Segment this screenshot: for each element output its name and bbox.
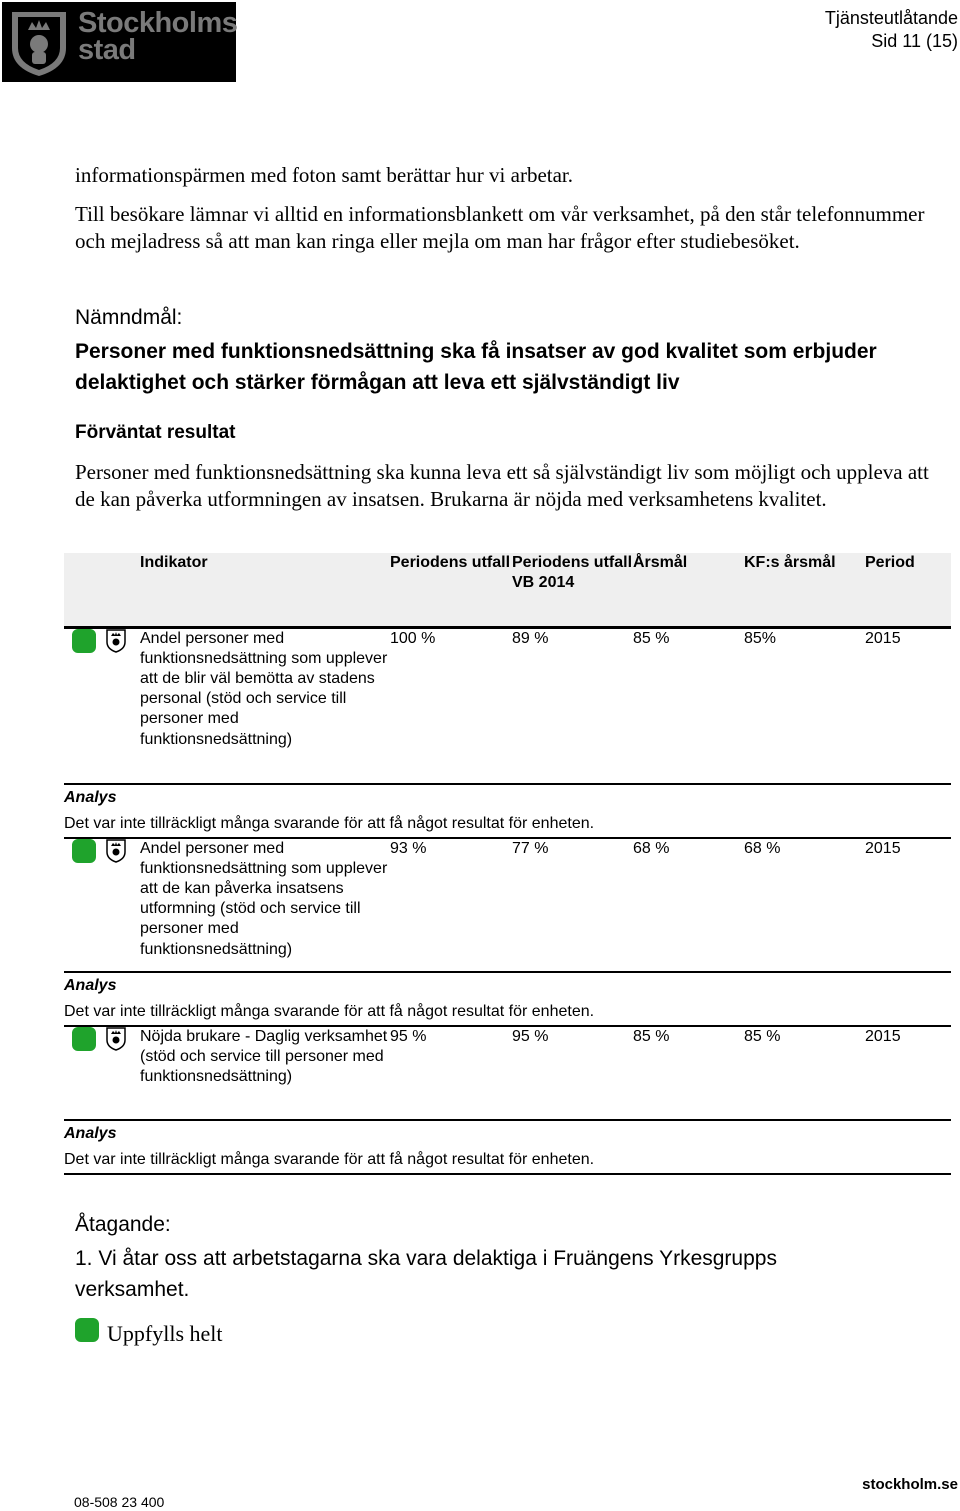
stockholm-crest-icon: [106, 839, 126, 863]
kf-goal-value: 85%: [744, 629, 777, 647]
commitment-text: 1. Vi åtar oss att arbetstagarna ska vara delaktiga i Fruängens Yrkesgrupps verksamhet.: [75, 1247, 777, 1301]
annual-goal-value: 85 %: [633, 1026, 744, 1120]
stockholm-crest-icon: [106, 1027, 126, 1051]
document-type: Tjänsteutlåtande: [824, 8, 958, 28]
table-row: [64, 629, 951, 784]
period-outcome-vb-value: 95 %: [512, 1026, 633, 1120]
annual-goal-value: 85 %: [633, 629, 670, 647]
table-row: [64, 1026, 951, 1120]
status-green-icon: [72, 1027, 96, 1051]
analys-label: Analys: [64, 976, 117, 994]
analys-row: [64, 972, 951, 1026]
analys-row: [64, 784, 951, 838]
annual-goal-value: 68 %: [633, 838, 744, 972]
header-period-outcome-vb: Periodens utfall VB 2014: [512, 554, 633, 591]
expected-result-heading: Förväntat resultat: [75, 422, 236, 443]
header-period-outcome: Periodens utfall: [390, 554, 511, 571]
commitment-label: Åtagande:: [75, 1213, 171, 1236]
period-outcome-vb-value: 89 %: [512, 629, 549, 647]
footer-phone: 08-508 23 400: [74, 1494, 165, 1510]
status-green-icon: [72, 629, 96, 653]
expected-result-text: Personer med funktionsnedsättning ska kunna leva ett så självständigt liv som möjligt och uppleva att de kan påverka utformningen av insatsen. Brukarna är nöjda med verksamhetens kvalitet.: [75, 460, 929, 511]
analys-label: Analys: [64, 1124, 117, 1142]
stockholm-logo: [2, 2, 236, 82]
commitment-status-text: Uppfylls helt: [107, 1321, 223, 1346]
stockholm-crown-crest-icon: [8, 8, 70, 78]
period-value: 2015: [865, 1026, 951, 1120]
period-outcome-vb-value: 77 %: [512, 838, 633, 972]
table-row: [64, 838, 951, 972]
header-period: Period: [865, 554, 915, 571]
analys-text: Det var inte tillräckligt många svarande för att få något resultat för enheten.: [64, 1002, 595, 1020]
table-header: [64, 553, 951, 627]
stockholm-crest-icon: [106, 629, 126, 653]
goal-title: Personer med funktionsnedsättning ska få insatser av god kvalitet som erbjuder delaktighet och stärker förmågan att leva ett självständigt liv: [75, 340, 877, 394]
period-value: 2015: [865, 629, 901, 647]
logo-wordmark: Stockholms stad: [78, 7, 238, 66]
analys-label: Analys: [64, 788, 117, 806]
intro-paragraph-2: Till besökare lämnar vi alltid en informationsblankett om vår verksamhet, på den står telefonnummer och mejladress så att man kan ringa eller mejla om man har frågor efter studiebesöket.: [75, 202, 925, 253]
status-green-icon: [72, 839, 96, 863]
page-number: Sid 11 (15): [871, 31, 958, 51]
goal-label: Nämndmål:: [75, 306, 183, 329]
period-outcome-value: 93 %: [390, 838, 512, 972]
intro-paragraph-1: informationspärmen med foton samt berättar hur vi arbetar.: [75, 163, 574, 187]
header-indicator: Indikator: [140, 554, 208, 571]
analys-text: Det var inte tillräckligt många svarande för att få något resultat för enheten.: [64, 814, 595, 832]
indicator-table: [64, 553, 951, 1175]
indicator-text: Nöjda brukare - Daglig verksamhet (stöd och service till personer med funktionsnedsättning): [140, 1026, 390, 1120]
period-outcome-value: 100 %: [390, 629, 436, 647]
analys-row: [64, 1120, 951, 1174]
indicator-text: Andel personer med funktionsnedsättning som upplever att de kan påverka insatsens utformning (stöd och service till personer med funktionsnedsättning): [140, 838, 390, 972]
period-outcome-value: 95 %: [390, 1026, 512, 1120]
header-annual-goal: Årsmål: [633, 554, 688, 571]
kf-goal-value: 85 %: [744, 1026, 865, 1120]
status-green-icon: [75, 1318, 99, 1342]
header-kf-goal: KF:s årsmål: [744, 554, 836, 571]
period-value: 2015: [865, 838, 951, 972]
kf-goal-value: 68 %: [744, 838, 865, 972]
footer-url: stockholm.se: [862, 1476, 958, 1493]
analys-text: Det var inte tillräckligt många svarande för att få något resultat för enheten.: [64, 1150, 595, 1168]
indicator-text: Andel personer med funktionsnedsättning som upplever att de blir väl bemötta av stadens personal (stöd och service till personer med funktionsnedsättning): [140, 629, 388, 748]
